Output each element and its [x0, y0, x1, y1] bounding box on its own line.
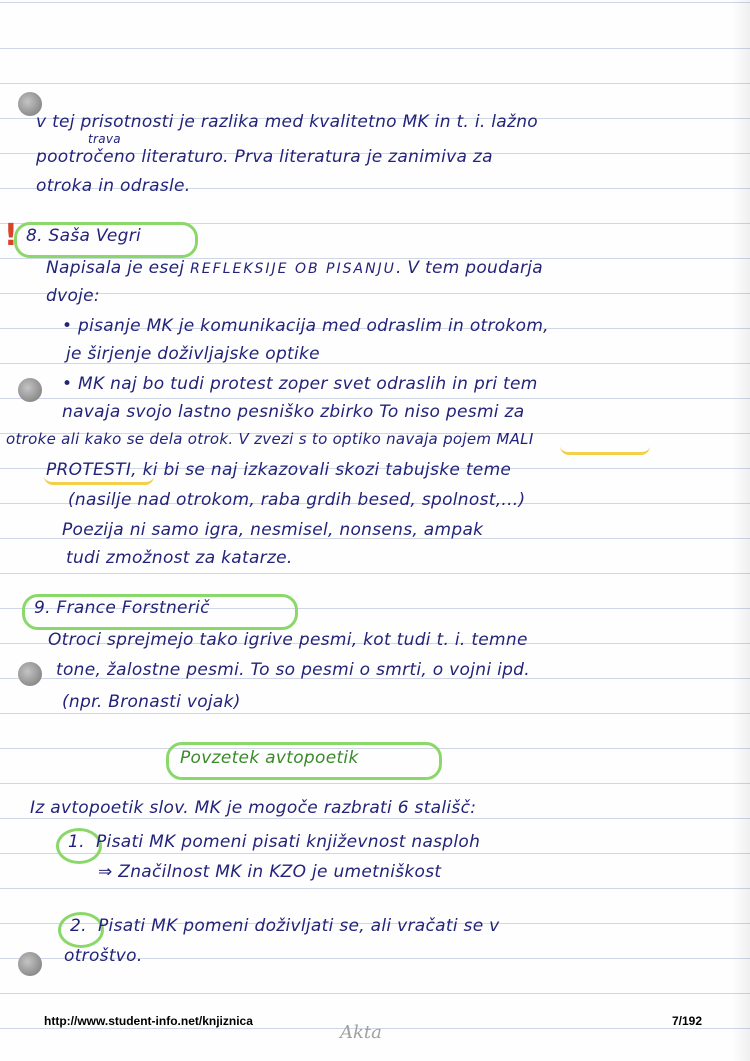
note-line: Iz avtopoetik slov. MK je mogoče razbrati 6 stališč: — [30, 798, 477, 818]
handwritten-insert: trava — [88, 132, 121, 146]
point-line: Pisati MK pomeni pisati književnost nasploh — [96, 832, 481, 852]
bullet-line: je širjenje doživljajske optike — [66, 344, 320, 364]
page-number: 7/192 — [672, 1014, 703, 1028]
point-line: otroštvo. — [64, 946, 143, 966]
exclamation-icon: ! — [4, 218, 18, 253]
text-fragment: Napisala je esej — [46, 258, 185, 278]
bullet-line: • MK naj bo tudi protest zoper svet odraslih in pri tem — [62, 374, 538, 394]
yellow-highlight — [44, 476, 154, 485]
yellow-highlight — [560, 446, 650, 455]
punch-hole-icon — [18, 662, 42, 686]
note-line: otroka in odrasle. — [36, 176, 191, 196]
summary-title: Povzetek avtopoetik — [180, 748, 359, 768]
text-fragment: . V tem poudarja — [395, 258, 543, 278]
section-title-9: 9. France Forstnerič — [34, 598, 210, 618]
bullet-line: (nasilje nad otrokom, raba grdih besed, spolnost,...) — [68, 490, 526, 510]
note-line: Otroci sprejmejo tako igrive pesmi, kot tudi t. i. temne — [48, 630, 528, 650]
note-line: v tej prisotnosti je razlika med kvalitetno MK in t. i. lažno — [36, 112, 539, 132]
bullet-line: Poezija ni samo igra, nesmisel, nonsens, ampak — [62, 520, 484, 540]
note-line — [46, 258, 543, 278]
note-line: tone, žalostne pesmi. To so pesmi o smrti, o vojni ipd. — [56, 660, 530, 680]
essay-title: REFLEKSIJE OB PISANJU — [190, 261, 396, 277]
point-number: 2. — [70, 916, 87, 936]
bullet-line: PROTESTI, ki bi se naj izkazovali skozi tabujske teme — [46, 460, 512, 480]
note-line: (npr. Bronasti vojak) — [62, 692, 241, 712]
bullet-line: otroke ali kako se dela otrok. V zvezi s to optiko navaja pojem MALI — [6, 430, 534, 448]
section-title-8: 8. Saša Vegri — [26, 226, 142, 246]
punch-hole-icon — [18, 378, 42, 402]
bullet-line: tudi zmožnost za katarze. — [66, 548, 293, 568]
page-edge-shadow — [732, 0, 750, 1061]
brand-logo-icon: Akta — [340, 1022, 382, 1043]
note-line: pootročeno literaturo. Prva literatura je zanimiva za — [36, 147, 493, 167]
bullet-line: navaja svojo lastno pesniško zbirko To niso pesmi za — [62, 402, 525, 422]
point-line: ⇒ Značilnost MK in KZO je umetniškost — [98, 862, 442, 882]
bullet-line: • pisanje MK je komunikacija med odraslim in otrokom, — [62, 316, 549, 336]
point-line: Pisati MK pomeni doživljati se, ali vračati se v — [98, 916, 500, 936]
note-line: dvoje: — [46, 286, 100, 306]
punch-hole-icon — [18, 952, 42, 976]
point-number: 1. — [68, 832, 85, 852]
footer-url[interactable]: http://www.student-info.net/knjiznica — [44, 1014, 253, 1028]
